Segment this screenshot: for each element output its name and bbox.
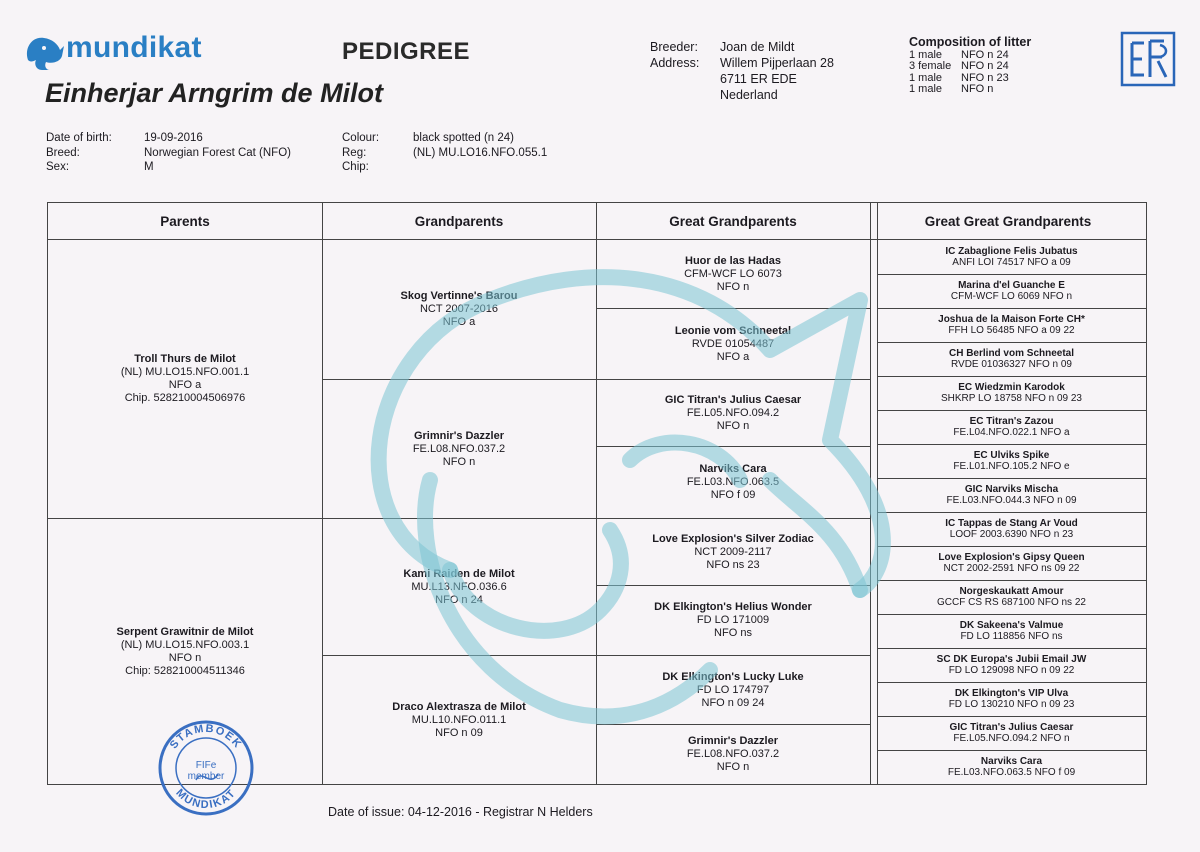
ancestor-name: EC Ulviks Spike [973, 449, 1050, 461]
ancestor-name: Narviks Cara [980, 755, 1043, 767]
great-great-grandparent-cell [877, 376, 1146, 410]
great-great-grandparent-cell [877, 444, 1146, 478]
ancestor-reg: FFH LO 56485 NFO a 09 22 [948, 325, 1075, 336]
great-great-grandparent-cell [877, 546, 1146, 580]
ancestor-name: IC Zabaglione Felis Jubatus [945, 245, 1078, 257]
grandparent-cell [322, 240, 596, 379]
great-great-grandparent-cell [877, 308, 1146, 342]
header-great-great-grandparents: Great Great Grandparents [870, 203, 1146, 240]
great-grandparent-name: DK Elkington's Lucky Luke [662, 670, 804, 683]
ancestor-reg: FD LO 118856 NFO ns [960, 631, 1063, 642]
ancestor-name: CH Berlind vom Schneetal [948, 347, 1075, 359]
ancestor-name: EC Wiedzmin Karodok [958, 381, 1065, 393]
issue-date: Date of issue: 04-12-2016 - Registrar N Helders [328, 805, 593, 819]
great-grandparent-name: Leonie vom Schneetal [674, 324, 792, 337]
seal-center-text: member [187, 771, 225, 782]
ancestor-name: Norgeskaukatt Amour [959, 585, 1064, 597]
litter-code: NFO n 23 [961, 71, 1009, 84]
great-great-grandparent-cell [877, 410, 1146, 444]
great-grandparent-cell [596, 240, 870, 308]
great-grandparent-reg: CFM-WCF LO 6073 [684, 267, 782, 280]
ancestor-reg: RVDE 01036327 NFO n 09 [950, 359, 1072, 370]
great-grandparent-cell [596, 380, 870, 446]
parent-name: Serpent Grawitnir de Milot [116, 625, 254, 638]
header-great-grandparents: Great Grandparents [596, 203, 870, 240]
great-great-grandparent-cell [877, 648, 1146, 682]
ancestor-reg: FE.L01.NFO.105.2 NFO e [953, 461, 1070, 472]
great-grandparent-reg: FE.L08.NFO.037.2 [686, 748, 780, 760]
dob-label: Date of birth: [46, 132, 112, 144]
grandparent-color: NFO n 09 [435, 726, 483, 739]
great-grandparent-reg: FD LO 174797 [696, 683, 770, 696]
litter-code: NFO n 24 [961, 60, 1009, 72]
svg-text:STAMBOEK [168, 723, 244, 751]
great-great-grandparent-cell [877, 512, 1146, 546]
great-grandparent-cell [596, 725, 870, 784]
great-grandparent-name: Narviks Cara [699, 463, 767, 475]
colour-label: Colour: [342, 132, 380, 144]
header-parents: Parents [48, 203, 322, 240]
ancestor-name: IC Tappas de Stang Ar Voud [945, 517, 1078, 529]
ancestor-reg: ANFI LOI 74517 NFO a 09 [952, 257, 1071, 268]
grandparent-reg: NCT 2007-2016 [419, 303, 499, 315]
great-grandparent-reg: FE.L03.NFO.063.5 [686, 476, 780, 488]
address-line: Nederland [720, 88, 778, 102]
great-grandparent-reg: RVDE 01054487 [691, 337, 775, 350]
great-great-grandparent-cell [877, 580, 1146, 614]
grandparent-name: Kami Raiden de Milot [403, 567, 515, 580]
ancestor-name: Joshua de la Maison Forte CH* [938, 313, 1085, 325]
great-grandparent-cell [596, 656, 870, 724]
dob-value: 19-09-2016 [144, 132, 203, 144]
grandparent-color: NFO n [442, 455, 476, 468]
ancestor-reg: FE.L03.NFO.063.5 NFO f 09 [947, 767, 1076, 778]
stamboek-seal-icon [156, 718, 256, 818]
grandparent-color: NFO a [442, 316, 476, 328]
ancestor-reg: FE.L05.NFO.094.2 NFO n [953, 733, 1070, 744]
great-grandparent-name: DK Elkington's Helius Wonder [654, 601, 812, 613]
great-grandparent-cell [596, 586, 870, 655]
great-great-grandparent-cell [877, 342, 1146, 376]
ancestor-name: SC DK Europa's Jubii Email JW [936, 653, 1087, 665]
great-great-grandparent-cell [877, 274, 1146, 308]
ancestor-reg: FD LO 130210 NFO n 09 23 [948, 699, 1075, 710]
document-type: PEDIGREE [342, 38, 471, 65]
ancestor-name: GIC Titran's Julius Caesar [949, 721, 1074, 733]
parent-chip: Chip. 528210004506976 [124, 392, 246, 404]
great-grandparent-color: NFO a [716, 350, 750, 363]
chip-label: Chip: [342, 161, 369, 173]
seal-top-text: STAMBOEK [167, 722, 245, 752]
logo-text: mundikat [66, 31, 202, 64]
fife-logo-icon [1120, 31, 1176, 87]
grandparent-name: Grimnir's Dazzler [413, 429, 505, 442]
great-grandparent-reg: FD LO 171009 [696, 614, 770, 626]
reg-value: (NL) MU.LO16.NFO.055.1 [413, 146, 548, 159]
address-label: Address: [650, 56, 700, 70]
litter-composition-title: Composition of litter [909, 35, 1032, 49]
breeder-label: Breeder: [650, 40, 698, 54]
sex-value: M [144, 161, 154, 173]
grandparent-name: Draco Alextrasza de Milot [392, 700, 526, 713]
great-great-grandparent-cell [877, 240, 1146, 274]
great-grandparent-color: NFO n 09 24 [701, 696, 765, 709]
grandparent-cell [322, 519, 596, 655]
great-grandparent-cell [596, 309, 870, 379]
great-grandparent-reg: NCT 2009-2117 [694, 545, 772, 558]
great-grandparent-color: NFO ns 23 [706, 558, 760, 571]
column-divider [870, 203, 871, 784]
great-great-grandparent-cell [877, 716, 1146, 750]
great-grandparent-name: Love Explosion's Silver Zodiac [652, 532, 814, 545]
breed-value: Norwegian Forest Cat (NFO) [144, 146, 291, 159]
great-grandparent-color: NFO ns [714, 627, 752, 639]
parent-reg: (NL) MU.LO15.NFO.003.1 [120, 638, 250, 651]
grandparent-name: Skog Vertinne's Barou [400, 290, 518, 302]
great-grandparent-color: NFO n [716, 419, 750, 432]
great-great-grandparent-cell [877, 750, 1146, 784]
great-great-grandparent-cell [877, 478, 1146, 512]
great-grandparent-reg: FE.L05.NFO.094.2 [686, 406, 780, 419]
great-grandparent-name: Huor de las Hadas [685, 254, 781, 267]
ancestor-reg: FD LO 129098 NFO n 09 22 [948, 665, 1075, 676]
ancestor-name: DK Sakeena's Valmue [959, 619, 1064, 631]
grandparent-reg: MU.L13.NFO.036.6 [411, 580, 507, 593]
great-grandparent-color: NFO n [716, 280, 750, 293]
great-great-grandparent-cell [877, 682, 1146, 716]
seal-center-text: FIFe [195, 760, 217, 771]
header-grandparents: Grandparents [322, 203, 596, 240]
litter-row [909, 61, 1089, 73]
address-line: 6711 ER EDE [720, 72, 797, 86]
litter-sex: 1 male [909, 83, 943, 95]
ancestor-name: DK Elkington's VIP Ulva [954, 687, 1069, 699]
great-grandparent-cell [596, 447, 870, 518]
grandparent-color: NFO n 24 [435, 593, 483, 606]
grandparent-cell [322, 380, 596, 518]
great-grandparent-color: NFO n [716, 761, 750, 773]
ancestor-reg: GCCF CS RS 687100 NFO ns 22 [937, 597, 1086, 608]
litter-sex: 1 male [909, 71, 943, 84]
grandparent-reg: MU.L10.NFO.011.1 [411, 713, 507, 726]
litter-code: NFO n [961, 83, 994, 95]
great-grandparent-name: Grimnir's Dazzler [687, 735, 779, 747]
great-grandparent-color: NFO f 09 [710, 489, 756, 501]
parent-sire [48, 240, 322, 518]
colour-value: black spotted (n 24) [413, 132, 515, 144]
grandparent-cell [322, 656, 596, 784]
parent-reg: (NL) MU.LO15.NFO.001.1 [120, 366, 250, 378]
breed-label: Breed: [46, 146, 80, 159]
ancestor-name: EC Titran's Zazou [969, 415, 1054, 427]
address-line: Willem Pijperlaan 28 [720, 56, 834, 70]
ancestor-reg: NCT 2002-2591 NFO ns 09 22 [943, 563, 1080, 574]
ancestor-reg: FE.L04.NFO.022.1 NFO a [953, 427, 1070, 438]
litter-sex: 3 female [909, 60, 952, 72]
pedigree-table [47, 202, 1147, 785]
seal-bottom-text: MUNDIKAT [173, 786, 239, 812]
parent-color: NFO a [168, 379, 202, 391]
litter-sex: 1 male [909, 48, 943, 61]
cat-name: Einherjar Arngrim de Milot [45, 78, 384, 108]
cat-info [46, 131, 606, 176]
sex-label: Sex: [46, 161, 70, 173]
ancestor-reg: FE.L03.NFO.044.3 NFO n 09 [946, 495, 1077, 506]
litter-composition [909, 37, 1089, 96]
great-grandparent-name: GIC Titran's Julius Caesar [664, 393, 802, 406]
parent-name: Troll Thurs de Milot [134, 353, 236, 365]
great-great-grandparent-cell [877, 614, 1146, 648]
ancestor-reg: CFM-WCF LO 6069 NFO n [950, 291, 1073, 302]
ancestor-name: GIC Narviks Mischa [964, 483, 1059, 495]
reg-label: Reg: [342, 146, 367, 159]
great-grandparent-cell [596, 519, 870, 585]
ancestor-name: Marina d'el Guanche E [958, 279, 1065, 291]
cat-head-icon [22, 30, 66, 74]
parent-chip: Chip: 528210004511346 [125, 664, 245, 677]
ancestor-name: Love Explosion's Gipsy Queen [938, 551, 1085, 563]
litter-row [909, 84, 1089, 96]
ancestor-reg: LOOF 2003.6390 NFO n 23 [949, 529, 1074, 540]
breeder-value: Joan de Mildt [720, 40, 795, 54]
grandparent-reg: FE.L08.NFO.037.2 [412, 442, 506, 455]
litter-code: NFO n 24 [961, 48, 1009, 61]
ancestor-reg: SHKRP LO 18758 NFO n 09 23 [940, 393, 1082, 404]
parent-color: NFO n [168, 651, 202, 664]
